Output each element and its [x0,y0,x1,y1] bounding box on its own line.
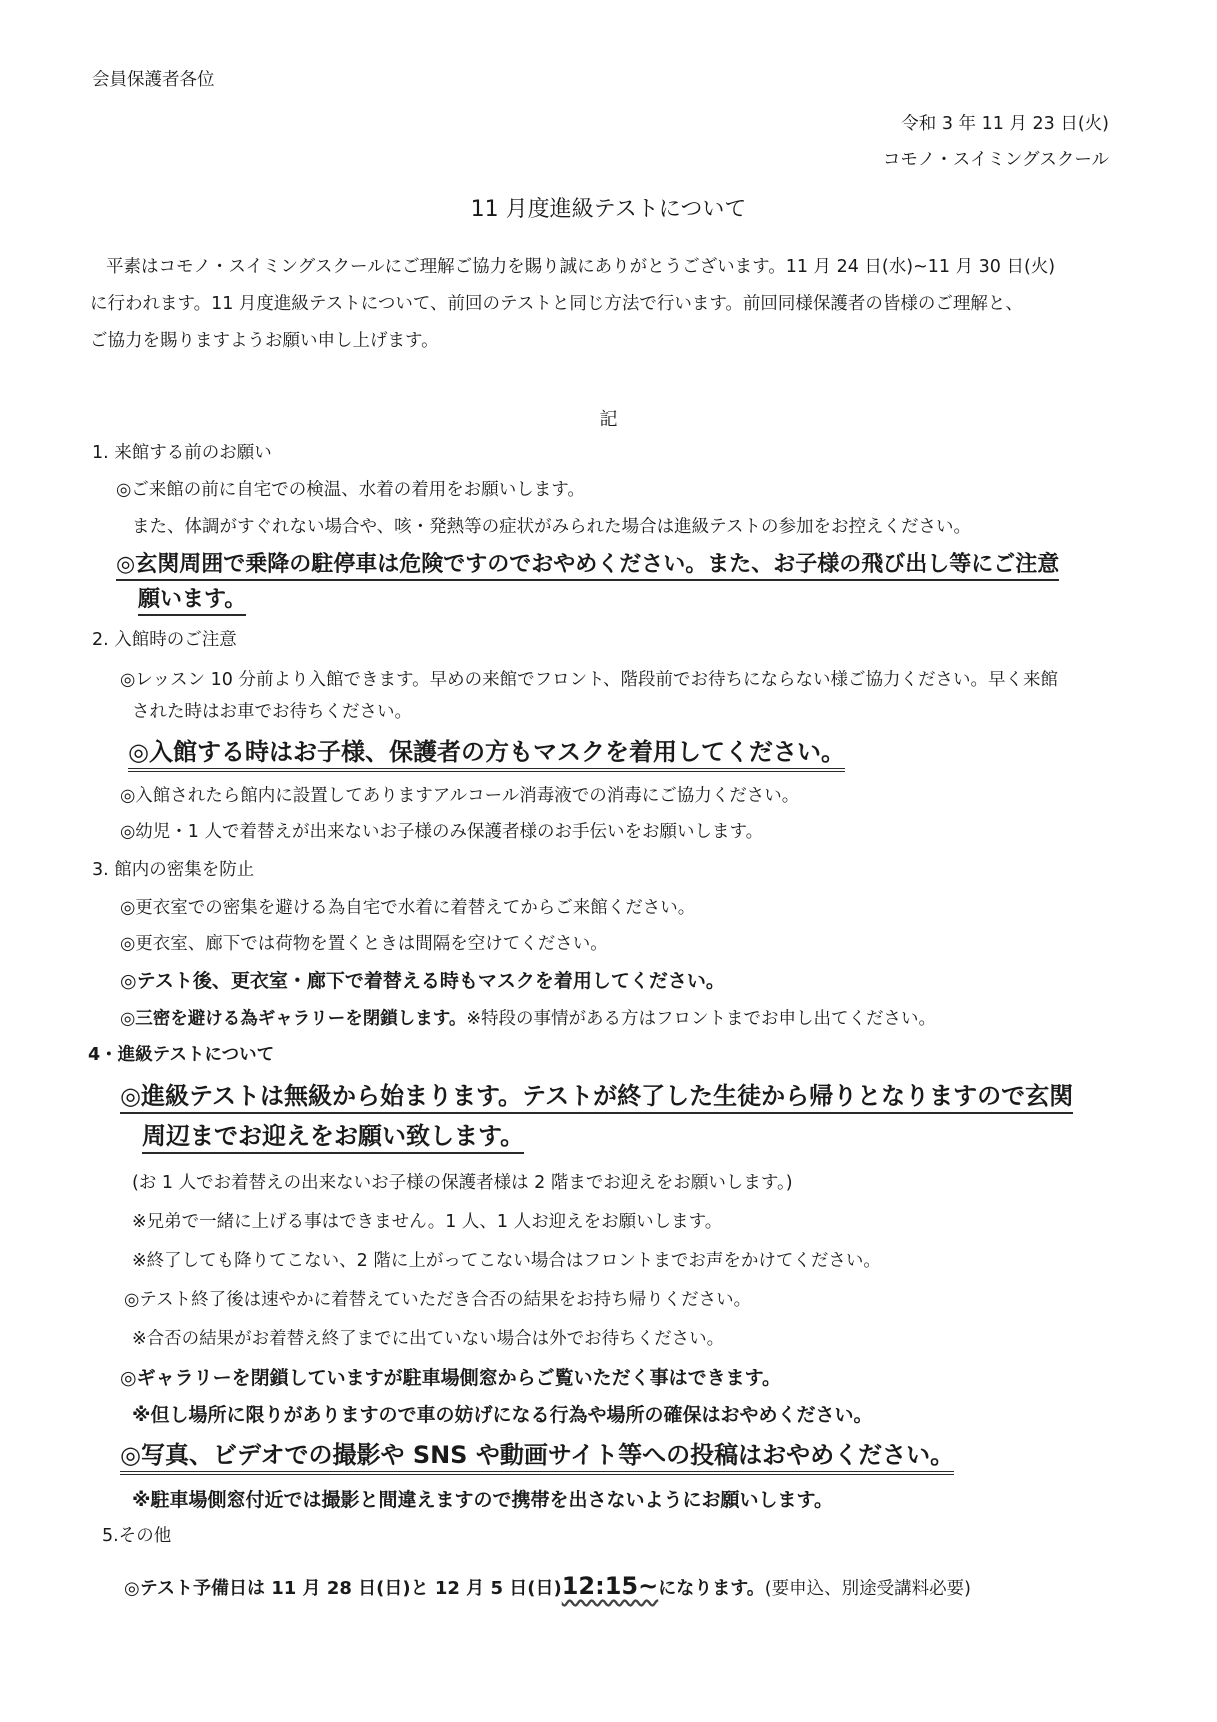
addressee: 会員保護者各位 [92,70,215,90]
section-5-heading: 5.その他 [102,1526,172,1546]
section-5-item-1-bold: ◎テスト予備日は 11 月 28 日(日)と 12 月 5 日(日) [124,1578,562,1599]
section-4-note-6: ※駐車場側窓付近では撮影と間違えますので携帯を出さないようにお願いします。 [132,1489,833,1511]
section-3-heading: 3. 館内の密集を防止 [92,860,255,880]
section-1-item-1: ◎ご来館の前に自宅での検温、水着の着用をお願いします。 [116,480,585,500]
section-2-item-1a: ◎レッスン 10 分前より入館できます。早めの来館でフロント、階段前でお待ちにならない様ご協力ください。早く来館 [120,670,1059,690]
intro-line-3: ご協力を賜りますようお願い申し上げます。 [90,331,439,351]
section-4-note-5: ※但し場所に限りがありますので車の妨げになる行為や場所の確保はおやめください。 [132,1404,873,1426]
section-3-item-3: ◎テスト後、更衣室・廊下で着替える時もマスクを着用してください。 [120,970,725,992]
section-4-note-1: (お 1 人でお着替えの出来ないお子様の保護者様は 2 階までお迎えをお願いします。) [132,1173,793,1193]
section-1-item-2a: ◎玄関周囲で乗降の駐停車は危険ですのでおやめください。また、お子様の飛び出し等にご注意 [116,552,1059,581]
section-2-heading: 2. 入館時のご注意 [92,630,237,650]
section-1-item-2b-wrap [138,588,246,612]
section-5-item-1-paren: (要申込、別途受講料必要) [764,1579,971,1599]
section-3-item-4-rest: ※特段の事情がある方はフロントまでお申し出てください。 [466,1009,937,1029]
section-4-note-2: ※兄弟で一緒に上げる事はできません。1 人、1 人お迎えをお願いします。 [132,1212,723,1232]
section-4-item-1b: 周辺までお迎えをお願い致します。 [142,1122,524,1154]
section-4-item-1a-wrap [120,1084,1073,1108]
section-4-item-3: ◎ギャラリーを閉鎖していますが駐車場側窓からご覧いただく事はできます。 [120,1367,782,1389]
section-4-item-4-wrap [120,1443,954,1467]
section-5-item-1-wrap [124,1574,971,1601]
issue-date: 令和 3 年 11 月 23 日(火) [901,114,1109,134]
intro-line-2: に行われます。11 月度進級テストについて、前回のテストと同じ方法で行います。前回同様保護者の皆様のご理解と、 [90,294,1023,314]
section-1-heading: 1. 来館する前のお願い [92,443,272,463]
section-1-item-2b: 願います。 [138,587,246,616]
section-3-item-1: ◎更衣室での密集を避ける為自宅で水着に着替えてからご来館ください。 [120,898,696,918]
intro-line-1: 平素はコモノ・スイミングスクールにご理解ご協力を賜り誠にありがとうございます。11 月 24 日(水)~11 月 30 日(火) [106,257,1056,277]
section-4-item-4: ◎写真、ビデオでの撮影や SNS や動画サイト等への投稿はおやめください。 [120,1441,954,1475]
section-3-item-4-wrap [120,1007,936,1031]
section-2-item-2: ◎入館する時はお子様、保護者の方もマスクを着用してください。 [128,738,845,772]
section-3-item-2: ◎更衣室、廊下では荷物を置くときは間隔を空けてください。 [120,934,608,954]
kigo-label: 記 [599,409,618,430]
section-5-item-1-time: 12:15~ [561,1572,659,1600]
section-2-item-3: ◎入館されたら館内に設置してありますアルコール消毒液での消毒にご協力ください。 [120,786,800,806]
section-2-item-4: ◎幼児・1 人で着替えが出来ないお子様のみ保護者様のお手伝いをお願いします。 [120,822,764,842]
document-title: 11 月度進級テストについて [470,197,747,222]
section-4-item-1b-wrap [142,1124,524,1148]
section-2-item-1b: された時はお車でお待ちください。 [132,702,412,722]
section-4-note-3: ※終了しても降りてこない、2 階に上がってこない場合はフロントまでお声をかけてください。 [132,1251,881,1271]
section-3-item-4-bold: ◎三密を避ける為ギャラリーを閉鎖します。 [120,1009,467,1029]
section-2-item-2-wrap [128,740,845,764]
section-4-item-2: ◎テスト終了後は速やかに着替えていただき合否の結果をお持ち帰りください。 [124,1290,752,1310]
section-4-heading: 4・進級テストについて [88,1045,275,1065]
section-4-item-1a: ◎進級テストは無級から始まります。テストが終了した生徒から帰りとなりますので玄関 [120,1082,1073,1114]
section-1-item-2a-wrap [116,553,1059,577]
section-4-note-4: ※合否の結果がお着替え終了までに出ていない場合は外でお待ちください。 [132,1329,725,1349]
section-5-item-1-tail: になります。 [658,1578,765,1599]
sender-name: コモノ・スイミングスクール [882,150,1109,170]
section-1-item-1b: また、体調がすぐれない場合や、咳・発熱等の症状がみられた場合は進級テストの参加をお控えください。 [132,517,971,537]
